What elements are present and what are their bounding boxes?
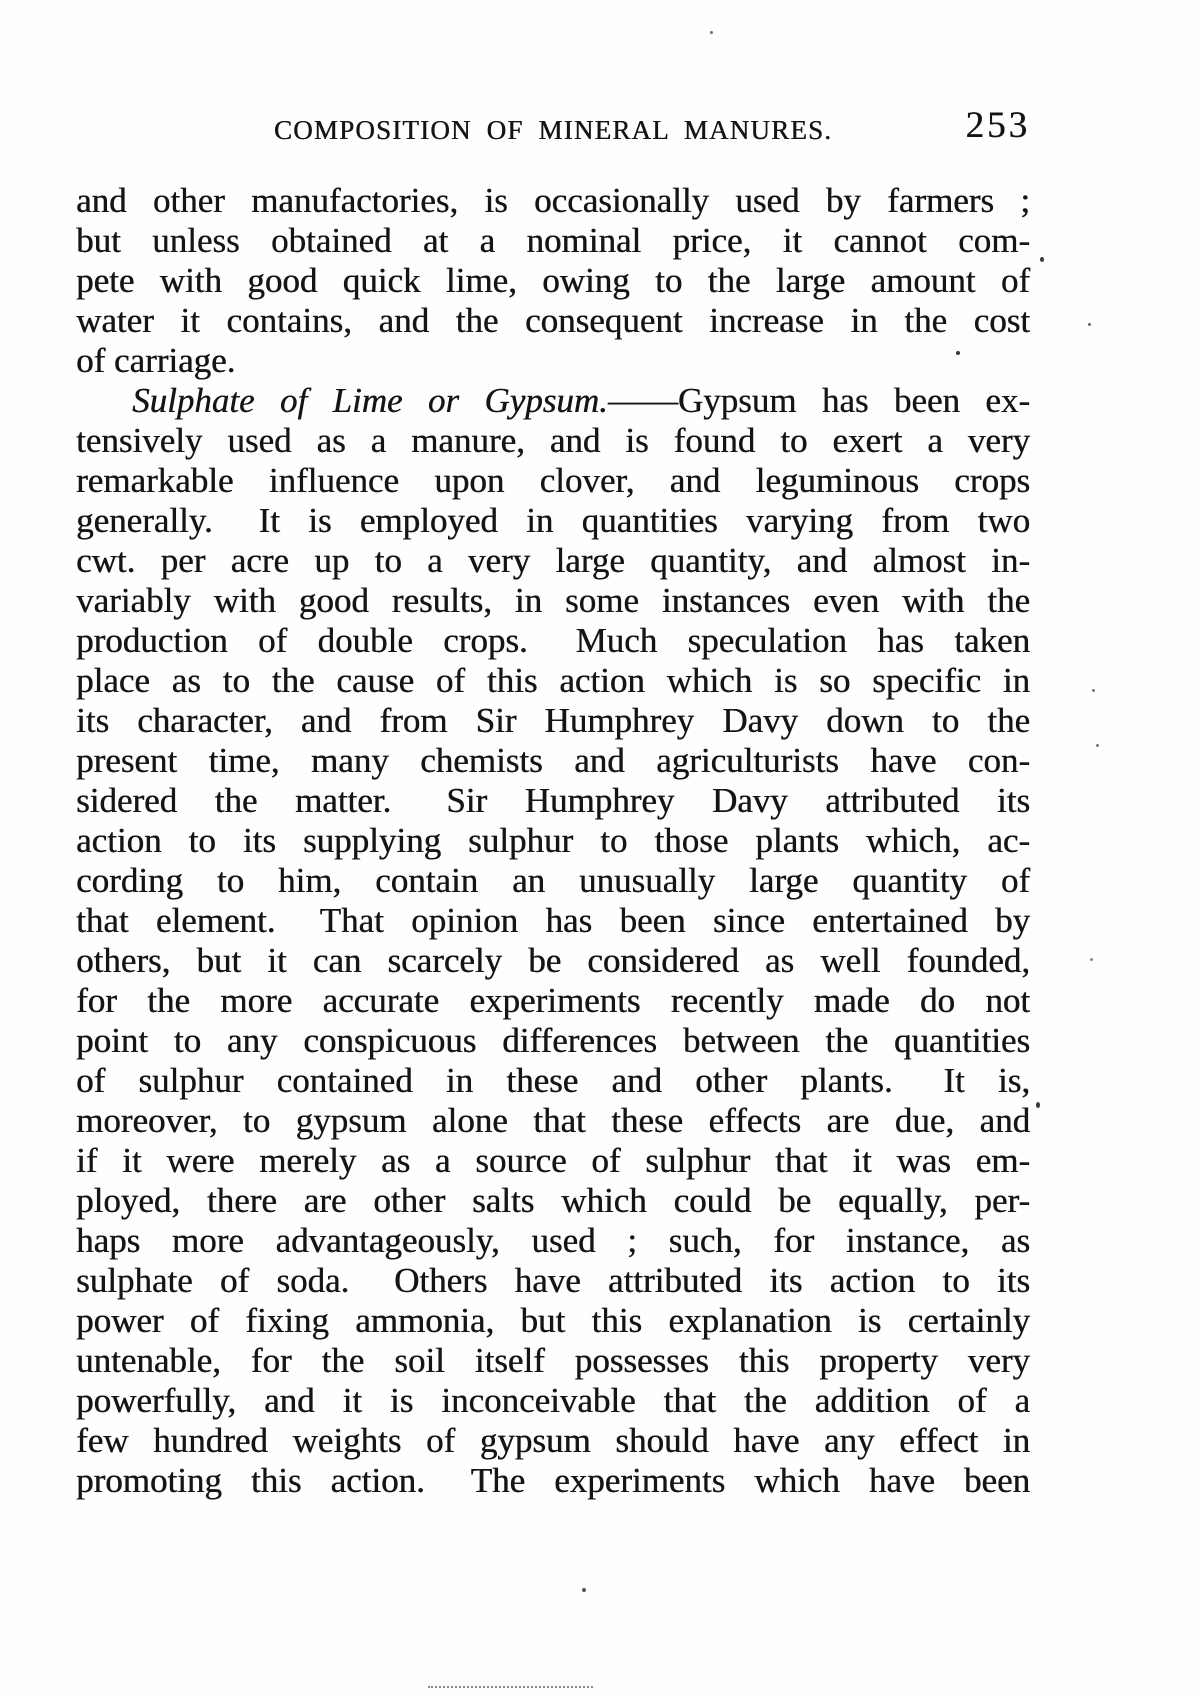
italic-heading-phrase: Sulphate of Lime or Gypsum. — [132, 381, 608, 420]
text-line: cording to him, contain an unusually large quantity of — [76, 861, 1030, 900]
text-line: promoting this action. The experiments which have been — [76, 1461, 1030, 1500]
scan-speck — [1036, 1102, 1040, 1108]
text-line: action to its supplying sulphur to those plants which, ac- — [76, 821, 1030, 860]
text-line: for the more accurate experiments recently made do not — [76, 981, 1030, 1020]
scan-speck — [1096, 744, 1099, 747]
text-line: others, but it can scarcely be considered as well founded, — [76, 941, 1030, 980]
text-line-paragraph-lead — [76, 381, 1030, 421]
scan-speck — [1090, 958, 1093, 961]
text-line: but unless obtained at a nominal price, it cannot com- — [76, 221, 1030, 260]
body-text — [76, 181, 1030, 1501]
text-line: if it were merely as a source of sulphur that it was em- — [76, 1141, 1030, 1180]
scan-speck — [710, 31, 713, 34]
text-line: untenable, for the soil itself possesses this property very — [76, 1341, 1030, 1380]
scan-speck — [1088, 323, 1091, 326]
lead-line-rest: ——Gypsum has been ex- — [607, 381, 1030, 420]
text-line: pete with good quick lime, owing to the large amount of — [76, 261, 1030, 300]
text-line: variably with good results, in some instances even with the — [76, 581, 1030, 620]
scan-speck — [1040, 257, 1044, 262]
text-line: cwt. per acre up to a very large quantity, and almost in- — [76, 541, 1030, 580]
scan-dotted-line — [428, 1686, 593, 1688]
text-line: and other manufactories, is occasionally used by farmers ; — [76, 181, 1030, 220]
text-line: point to any conspicuous differences between the quantities — [76, 1021, 1030, 1060]
text-line: generally. It is employed in quantities varying from two — [76, 501, 1030, 540]
text-line: powerfully, and it is inconceivable that the addition of a — [76, 1381, 1030, 1420]
paragraph-2 — [76, 381, 1030, 1501]
text-line: of carriage. — [76, 341, 236, 380]
text-line: its character, and from Sir Humphrey Davy down to the — [76, 701, 1030, 740]
text-line: that element. That opinion has been since entertained by — [76, 901, 1030, 940]
page-number: 253 — [965, 105, 1030, 146]
text-line: sulphate of soda. Others have attributed its action to its — [76, 1261, 1030, 1300]
text-line: power of fixing ammonia, but this explanation is certainly — [76, 1301, 1030, 1340]
text-line: place as to the cause of this action which is so specific in — [76, 661, 1030, 700]
paragraph-1 — [76, 181, 1030, 381]
text-line: of sulphur contained in these and other plants. It is, — [76, 1061, 1030, 1100]
scan-speck — [1092, 689, 1095, 692]
text-line: sidered the matter. Sir Humphrey Davy attributed its — [76, 781, 1030, 820]
text-line: water it contains, and the consequent increase in the cost — [76, 301, 1030, 340]
running-title: COMPOSITION OF MINERAL MANURES. — [273, 115, 833, 145]
text-line: moreover, to gypsum alone that these effects are due, and — [76, 1101, 1030, 1140]
text-line: haps more advantageously, used ; such, for instance, as — [76, 1221, 1030, 1260]
scan-speck — [582, 1588, 586, 1592]
text-line: production of double crops. Much speculation has taken — [76, 621, 1030, 660]
text-line: ployed, there are other salts which could be equally, per- — [76, 1181, 1030, 1220]
text-line: present time, many chemists and agriculturists have con- — [76, 741, 1030, 780]
scan-speck — [956, 351, 960, 355]
text-line: remarkable influence upon clover, and leguminous crops — [76, 461, 1030, 500]
running-head — [76, 105, 1030, 156]
text-line: tensively used as a manure, and is found to exert a very — [76, 421, 1030, 460]
text-line: few hundred weights of gypsum should have any effect in — [76, 1421, 1030, 1460]
